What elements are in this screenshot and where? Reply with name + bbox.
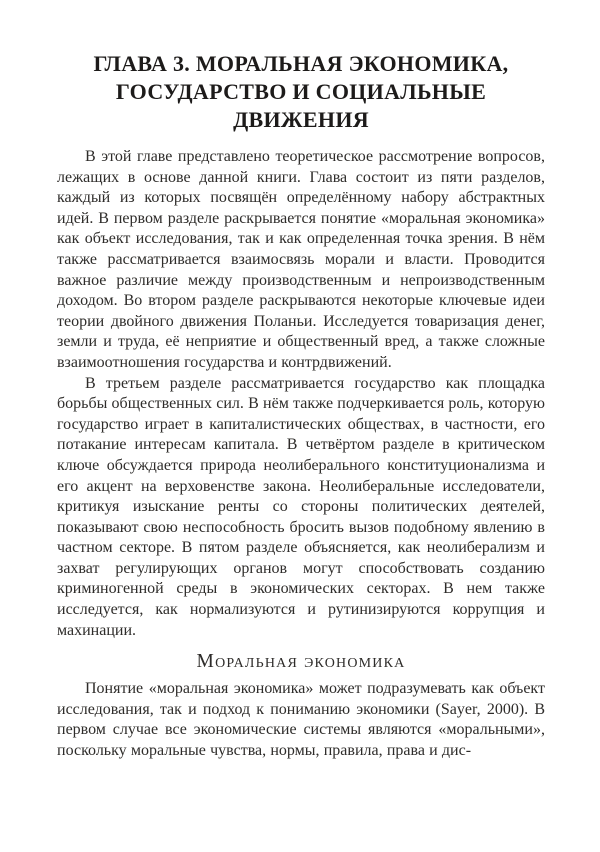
paragraph: В этой главе представлено теоретическое рассмотрение вопросов, лежащих в основе данной книги. Глава состоит из пяти разделов, каждый из которых посвящён определённому набору абстрактных идей. В первом разделе раскрывается понятие «моральная экономика» как объект исследования, так и как определенная точка зрения. В нём также рассматривается взаимосвязь морали и власти. Проводится важное различие между производственным и непроизводственным доходом. Во втором разделе раскрываются некоторые ключевые идеи теории двойного движения Поланьи. Исследуется товаризация денег, земли и труда, её неприятие и общественный вред, а также сложные взаимоотношения государства и контрдвижений. <box>57 148 545 371</box>
section-heading: Моральная экономика <box>196 651 406 673</box>
chapter-intro-text <box>57 147 545 641</box>
chapter-title: ГЛАВА 3. МОРАЛЬНАЯ ЭКОНОМИКА, ГОСУДАРСТВО И СОЦИАЛЬНЫЕ ДВИЖЕНИЯ <box>93 51 509 132</box>
paragraph: В третьем разделе рассматривается государство как площадка борьбы общественных сил. В нём также подчеркивается роль, которую государство играет в капиталистических обществах, в частности, его потакание интересам капитала. В четвёртом разделе в критическом ключе обсуждается природа неолиберального конституционализма и его акцент на верховенстве закона. Неолиберальные исследователи, критикуя изыскание ренты со стороны политических деятелей, показывают свою неспособность бросить вызов подобному явлению в частном секторе. В пятом разделе объясняется, как неолиберализм и захват регулирующих органов могут способствовать созданию криминогенной среды в экономических секторах. В нем также исследуется, как нормализуются и рутинизируются коррупция и махинации. <box>57 374 545 639</box>
section-text <box>57 679 545 761</box>
paragraph: Понятие «моральная экономика» может подразумевать как объект исследования, так и подход к пониманию экономики (Sayer, 2000). В первом случае все экономические системы являются «моральными», поскольку моральные чувства, нормы, правила, права и дис- <box>57 680 545 760</box>
